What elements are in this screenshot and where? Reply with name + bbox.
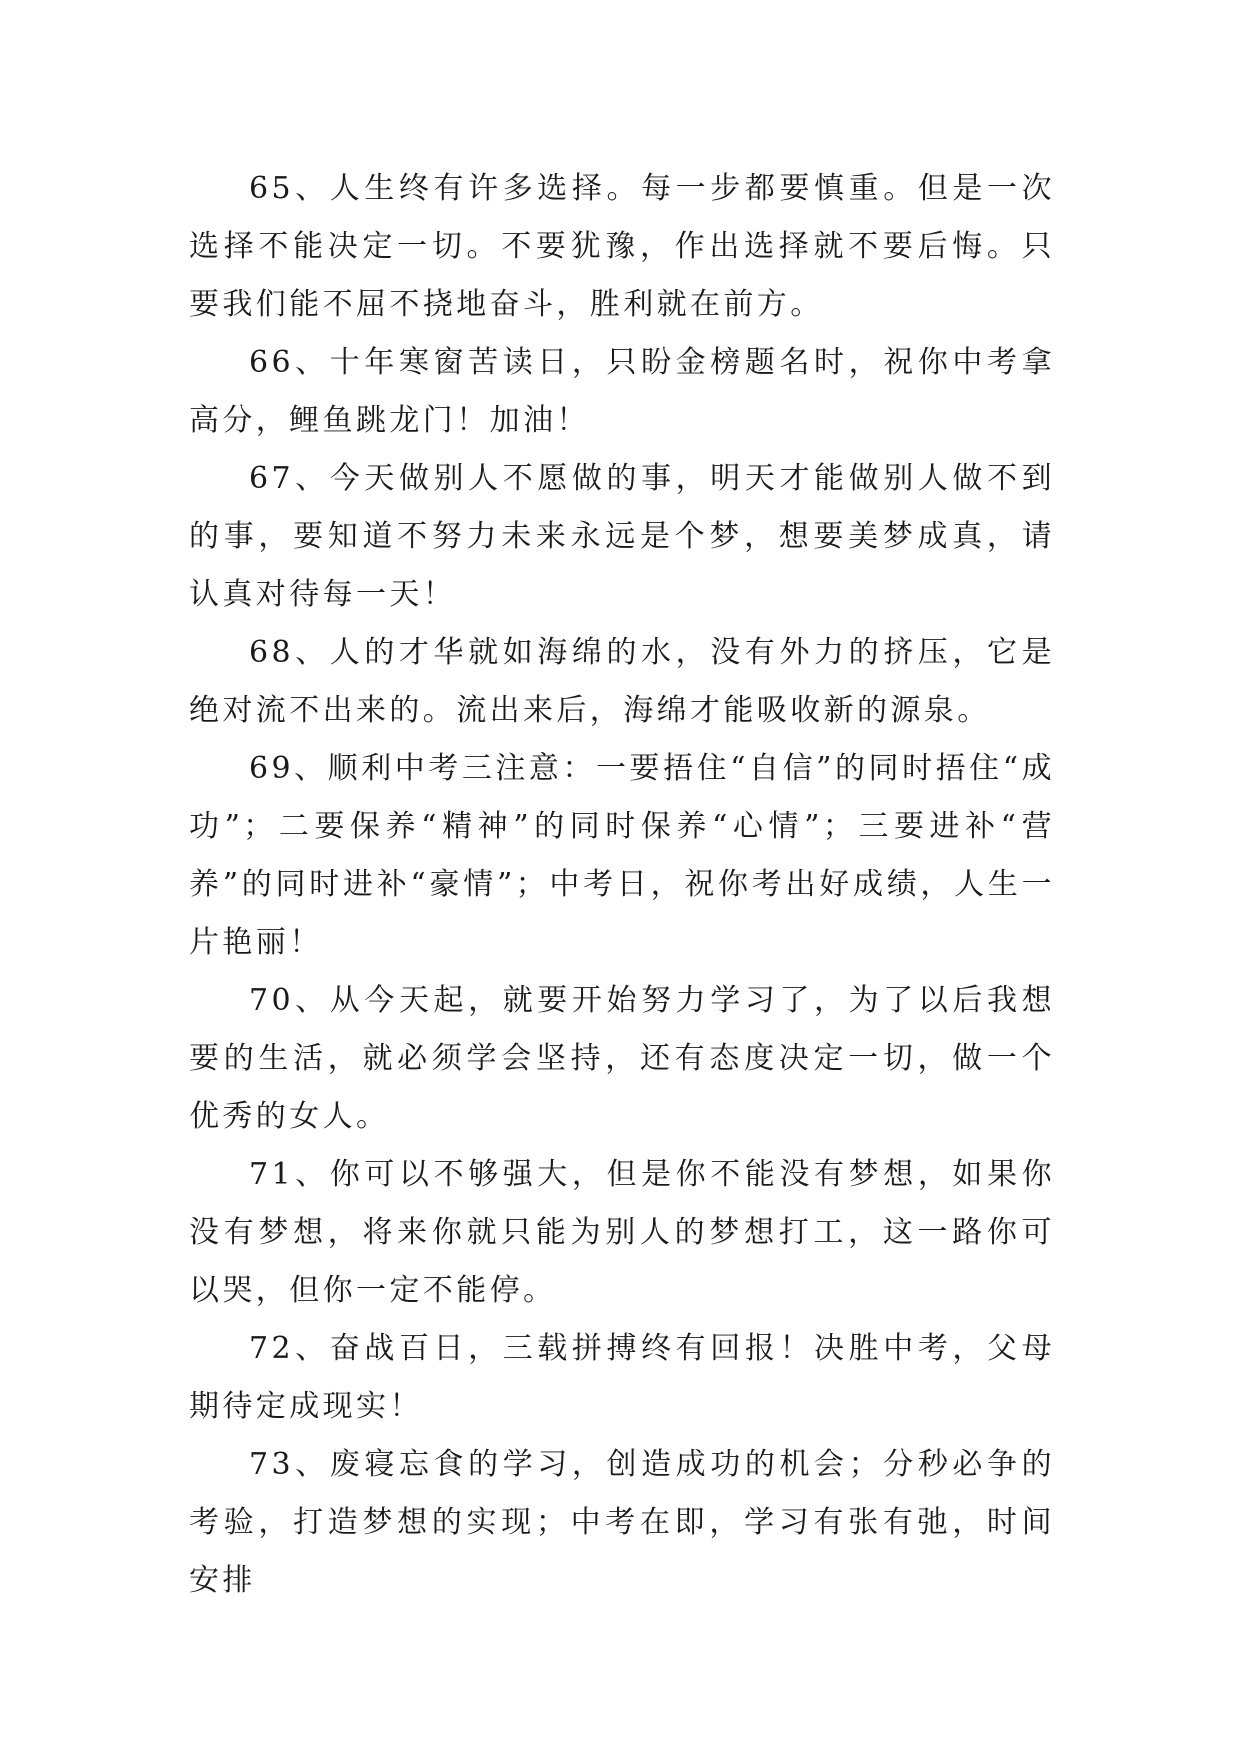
- paragraph-67: 67、今天做别人不愿做的事，明天才能做别人做不到的事，要知道不努力未来永远是个梦，想要美梦成真，请认真对待每一天！: [189, 461, 1055, 612]
- paragraph-68: 68、人的才华就如海绵的水，没有外力的挤压，它是绝对流不出来的。流出来后，海绵才能吸收新的源泉。: [189, 635, 1055, 728]
- paragraph-73: 73、废寝忘食的学习，创造成功的机会；分秒必争的考验，打造梦想的实现；中考在即，学习有张有弛，时间安排: [189, 1447, 1055, 1598]
- paragraph-70: 70、从今天起，就要开始努力学习了，为了以后我想要的生活，就必须学会坚持，还有态度决定一切，做一个优秀的女人。: [189, 983, 1055, 1134]
- paragraph-71: 71、你可以不够强大，但是你不能没有梦想，如果你没有梦想，将来你就只能为别人的梦想打工，这一路你可以哭，但你一定不能停。: [189, 1157, 1055, 1308]
- paragraph-66: 66、十年寒窗苦读日，只盼金榜题名时，祝你中考拿高分，鲤鱼跳龙门！加油！: [189, 345, 1055, 438]
- paragraph-72: 72、奋战百日，三载拼搏终有回报！决胜中考，父母期待定成现实！: [189, 1331, 1055, 1424]
- document-body: [189, 160, 1055, 1610]
- paragraph-69: 69、顺利中考三注意：一要捂住“自信”的同时捂住“成功”；二要保养“精神”的同时保养“心情”；三要进补“营养”的同时进补“豪情”；中考日，祝你考出好成绩，人生一片艳丽！: [189, 751, 1055, 960]
- paragraph-65: 65、人生终有许多选择。每一步都要慎重。但是一次选择不能决定一切。不要犹豫，作出选择就不要后悔。只要我们能不屈不挠地奋斗，胜利就在前方。: [189, 171, 1055, 322]
